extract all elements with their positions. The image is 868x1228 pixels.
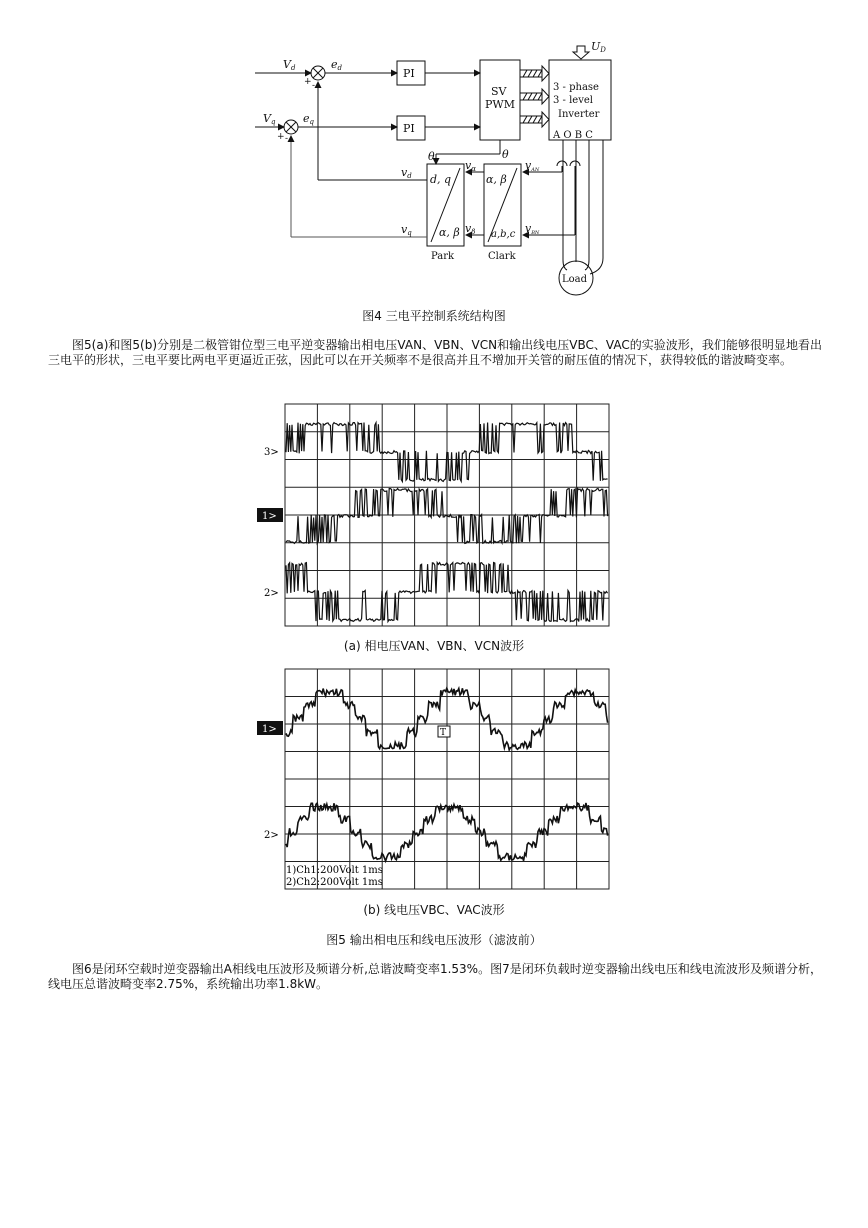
theta-label-2: θ [428,150,435,163]
scope-info-ch2: 2)Ch2:200Volt 1ms [286,877,383,888]
clark-bottom-label: a,b,c [491,229,516,240]
ed-label: ed [331,58,342,72]
v-d-label: vd [401,166,412,180]
figure5a-caption: (a) 相电压VAN、VBN、VCN波形 [343,639,525,653]
pi-block-1: PI [403,67,415,80]
control-block-diagram [255,40,620,302]
figure5-caption: 图5 输出相电压和线电压波形（滤波前） [326,933,542,947]
inverter-label-2: 3 - level [553,95,593,106]
park-bottom-label: α, β [439,226,460,239]
vq-input-label: Vq [263,112,276,126]
minus-sign-2: - [285,134,289,144]
scope-info-ch1: 1)Ch1:200Volt 1ms [286,865,383,876]
ch2-marker: 2> [264,588,279,599]
ch2-marker-b: 2> [264,830,279,841]
pi-block-2: PI [403,122,415,135]
v-alpha-label: vα [465,159,476,173]
inverter-label-3: Inverter [558,109,600,120]
figure4-caption: 图4 三电平控制系统结构图 [362,309,506,323]
paragraph-2: 图6是闭环空载时逆变器输出A相线电压波形及频谱分析,总谐波畸变率1.53%。图7是闭环负载时逆变器输出线电压和线电流波形及频谱分析，线电压总谐波畸变率2.75%，系统输出功率1.8kW。 [48,962,822,991]
phase-labels: A O B C [553,130,593,141]
load-label: Load [562,274,588,285]
park-block-name: Park [431,251,455,262]
svpwm-label-2: PWM [485,98,515,111]
v-q-label: vq [401,223,412,237]
clark-block-name: Clark [488,251,516,262]
trigger-label: T [440,728,447,738]
v-beta-label: vβ [465,222,476,236]
vd-input-label: Vd [283,58,296,72]
eq-label: eq [303,112,314,126]
v-bn-label: vBN [525,222,540,236]
scope-line-voltage [255,666,611,892]
park-top-label: d, q [430,173,452,186]
plus-sign: + [304,77,312,87]
ch1-marker: 1> [262,511,277,522]
ud-label: UD [591,40,606,54]
clark-top-label: α, β [486,173,507,186]
scope-phase-voltage [255,400,611,630]
inverter-label-1: 3 - phase [553,82,599,93]
plus-sign-2: + [277,132,285,142]
ch3-marker: 3> [264,447,279,458]
svpwm-label-1: SV [491,85,507,98]
ch1-marker-b: 1> [262,724,277,735]
v-an-label: vAN [525,159,540,173]
figure5b-caption: (b) 线电压VBC、VAC波形 [363,903,505,917]
theta-label-1: θ [502,148,509,161]
paragraph-1: 图5(a)和图5(b)分别是二极管钳位型三电平逆变器输出相电压VAN、VBN、VCN和输出线电压VBC、VAC的实验波形，我们能够很明显地看出三电平的形状，三电平要比两电平更逼近正弦，因此可以在开关频率不是很高并且不增加开关管的耐压值的情况下，获得较低的谐波畸变率。 [48,338,822,367]
minus-sign: - [312,81,316,91]
